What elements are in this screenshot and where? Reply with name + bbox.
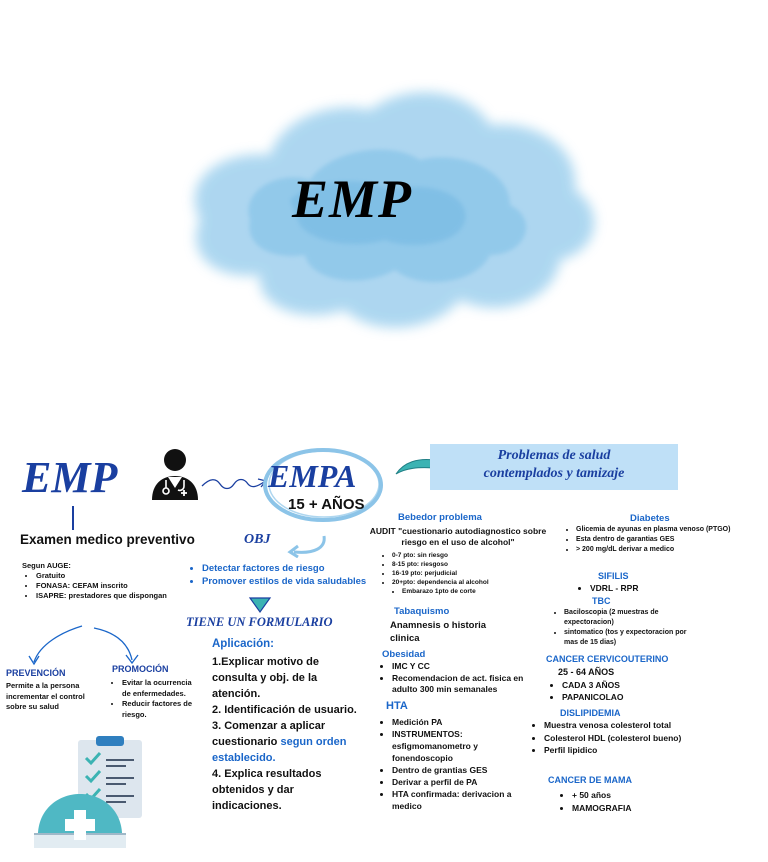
obesidad-item: • Recomendacion de act. fisica en adulto 300 min semanales <box>392 673 538 696</box>
tbc-item: • sintomatico (tos y expectoracion por mas de 15 dias) <box>564 628 700 648</box>
bebedor-heading: Bebedor problema <box>398 512 482 523</box>
dislipidemia-item: • Muestra venosa colesterol total <box>544 719 710 732</box>
prevencion-text: Permite a la persona incrementar el control sobre su salud <box>6 681 85 711</box>
aplicacion-step: 2. Identificación de usuario. <box>212 704 357 716</box>
obj-list <box>188 562 378 588</box>
cancer-cu-heading: CANCER CERVICOUTERINO <box>546 654 669 664</box>
aplicacion-heading: Aplicación: <box>212 638 274 650</box>
sifilis-list <box>576 583 696 594</box>
cancer-mama-item: • MAMOGRAFIA <box>572 802 678 815</box>
connector-line <box>72 506 74 530</box>
auge-heading: Segun AUGE: <box>22 561 71 570</box>
prevencion-heading: PREVENCIÓN <box>6 668 66 678</box>
dislipidemia-list <box>530 719 710 757</box>
sifilis-heading: SIFILIS <box>598 571 629 581</box>
tbc-item: • Baciloscopia (2 muestras de expectoracion) <box>564 608 700 628</box>
obj-item: • Detectar factores de riesgo <box>202 562 378 575</box>
main-title: EMP <box>292 169 413 229</box>
hta-list <box>378 716 538 812</box>
tbc-heading: TBC <box>592 596 611 606</box>
empa-label: EMPA <box>268 458 357 494</box>
tbc-list <box>550 608 700 648</box>
aplicacion-step-text: 3. Comenzar a aplicar cuestionario <box>212 720 326 748</box>
nurse-cap-icon <box>30 790 130 852</box>
obesidad-item: • IMC Y CC <box>392 661 538 673</box>
bebedor-item: • 20+pto: dependencia al alcohol <box>392 578 548 587</box>
emp-label: EMP <box>22 453 118 502</box>
promocion-item: • Evitar la ocurrencia de enfermedades. <box>122 678 200 699</box>
aplicacion-step <box>212 718 364 766</box>
promocion-list <box>108 678 200 720</box>
bebedor-list <box>378 551 548 596</box>
bebedor-item: • 0-7 pto: sin riesgo <box>392 551 548 560</box>
hta-heading: HTA <box>386 700 408 712</box>
auge-item: • Gratuito <box>36 571 192 581</box>
hta-item: • Dentro de grantias GES <box>392 764 538 776</box>
auge-block <box>22 561 192 601</box>
diabetes-item: • > 200 mg/dL derivar a medico <box>576 545 732 555</box>
dislipidemia-item: • Colesterol HDL (colesterol bueno) <box>544 732 710 745</box>
promocion-item: • Reducir factores de riesgo. <box>122 699 200 720</box>
curved-arrow-icon <box>284 534 330 558</box>
doctor-icon <box>148 446 202 502</box>
hta-item: • INSTRUMENTOS: esfigmomanometro y fonendoscopio <box>392 728 538 764</box>
hta-item: • HTA confirmada: derivacion a medico <box>392 788 538 812</box>
dislipidemia-item: • Perfil lipidico <box>544 744 710 757</box>
aplicacion-step: 4. Explica resultados obtenidos y dar indicaciones. <box>212 768 322 812</box>
tabaquismo-heading: Tabaquismo <box>394 606 450 617</box>
diabetes-item: • Glicemia de ayunas en plasma venoso (PTGO) <box>576 525 732 535</box>
obj-item: • Promover estilos de vida saludables <box>202 575 378 588</box>
cancer-mama-heading: CANCER DE MAMA <box>548 775 632 785</box>
cancer-cu-list <box>548 679 688 703</box>
aplicacion-steps <box>212 654 364 814</box>
branch-arrows <box>22 622 144 668</box>
obj-label: OBJ <box>244 532 271 547</box>
dislipidemia-heading: DISLIPIDEMIA <box>560 708 621 718</box>
hta-item: • Derivar a perfil de PA <box>392 776 538 788</box>
cancer-cu-age: 25 - 64 AÑOS <box>558 667 615 677</box>
cancer-mama-list <box>558 789 678 814</box>
bebedor-audit: AUDIT "cuestionario autodiagnostico sobre riesgo en el uso de alcohol" <box>369 526 547 547</box>
formulario-label: TIENE UN FORMULARIO <box>186 615 333 629</box>
aplicacion-step: 1.Explicar motivo de consulta y obj. de la atención. <box>212 656 319 700</box>
obesidad-list <box>378 661 538 696</box>
examen-title: Examen medico preventivo <box>20 532 195 547</box>
bebedor-item: • 8-15 pto: riesgoso <box>392 560 548 569</box>
empa-age: 15 + AÑOS <box>288 496 365 513</box>
diabetes-item: • Esta dentro de garantias GES <box>576 535 732 545</box>
auge-item: • ISAPRE: prestadores que dispongan <box>36 591 192 601</box>
auge-item: • FONASA: CEFAM inscrito <box>36 581 192 591</box>
aplicacion-highlight: segun orden establecido. <box>212 736 347 764</box>
promocion-heading: PROMOCIÓN <box>112 664 169 674</box>
obesidad-heading: Obesidad <box>382 649 426 660</box>
problemas-title-2: contemplados y tamizaje <box>483 466 625 481</box>
bebedor-sub: • Embarazo 1pto de corte <box>402 587 548 596</box>
problemas-title-1: Problemas de salud <box>497 448 611 463</box>
hta-item: • Medición PA <box>392 716 538 728</box>
cancer-cu-item: • CADA 3 AÑOS <box>562 679 688 691</box>
triangle-icon <box>248 596 272 614</box>
tabaquismo-text: Anamnesis o historia clinica <box>390 620 487 644</box>
cancer-mama-item: • + 50 años <box>572 789 678 802</box>
bebedor-item: • 16-19 pto: perjudicial <box>392 569 548 578</box>
diabetes-list <box>562 525 732 555</box>
diabetes-heading: Diabetes <box>630 513 670 524</box>
cancer-cu-item: • PAPANICOLAO <box>562 691 688 703</box>
sifilis-item: • VDRL - RPR <box>590 583 696 594</box>
